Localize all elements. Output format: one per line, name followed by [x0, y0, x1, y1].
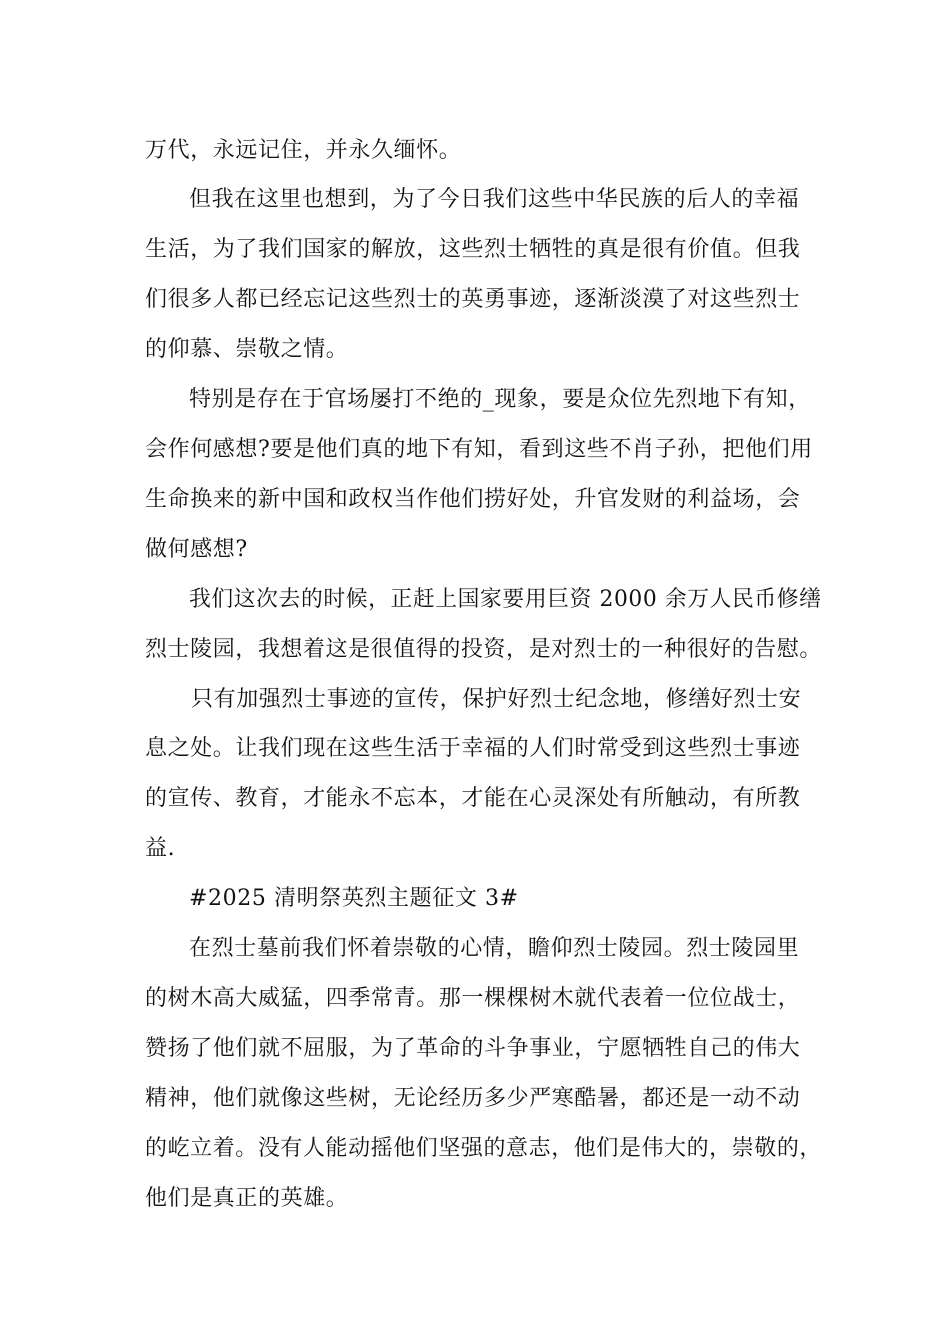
text-line: 会作何感想?要是他们真的地下有知，看到这些不肖子孙，把他们用 — [145, 437, 813, 462]
text-line: 息之处。让我们现在这些生活于幸福的人们时常受到这些烈士事迹 — [145, 736, 801, 761]
text-line: 益. — [145, 836, 176, 861]
text-line: 的仰慕、崇敬之情。 — [145, 337, 349, 362]
text-line: 生命换来的新中国和政权当作他们捞好处，升官发财的利益场，会 — [145, 487, 801, 512]
paragraph-start-line: 我们这次去的时候，正赶上国家要用巨资 2000 余万人民币修缮 — [189, 587, 822, 612]
section-heading: #2025 清明祭英烈主题征文 3# — [189, 886, 519, 911]
paragraph-start-line: 在烈士墓前我们怀着崇敬的心情，瞻仰烈士陵园。烈士陵园里 — [189, 936, 800, 961]
text-line: 生活，为了我们国家的解放，这些烈士牺牲的真是很有价值。但我 — [145, 237, 801, 262]
text-line: 们很多人都已经忘记这些烈士的英勇事迹，逐渐淡漠了对这些烈士 — [145, 287, 801, 312]
paragraph-start-line: 只有加强烈士事迹的宣传，保护好烈士纪念地，修缮好烈士安 — [191, 687, 802, 712]
text-line: 精神，他们就像这些树，无论经历多少严寒酷暑，都还是一动不动 — [145, 1086, 801, 1111]
paragraph-start-line: 特别是存在于官场屡打不绝的_现象，要是众位先烈地下有知， — [189, 387, 811, 412]
text-line: 万代，永远记住，并永久缅怀。 — [145, 138, 462, 163]
text-line: 做何感想? — [145, 537, 248, 562]
text-line: 赞扬了他们就不屈服，为了革命的斗争事业，宁愿牺牲自己的伟大 — [145, 1036, 801, 1061]
text-line: 烈士陵园，我想着这是很值得的投资，是对烈士的一种很好的告慰。 — [145, 637, 822, 662]
text-line: 的屹立着。没有人能动摇他们坚强的意志，他们是伟大的，崇敬的， — [145, 1136, 822, 1161]
text-line: 的树木高大威猛，四季常青。那一棵棵树木就代表着一位位战士， — [145, 986, 801, 1011]
text-line: 他们是真正的英雄。 — [145, 1186, 349, 1211]
paragraph-start-line: 但我在这里也想到，为了今日我们这些中华民族的后人的幸福 — [189, 187, 800, 212]
text-line: 的宣传、教育，才能永不忘本，才能在心灵深处有所触动，有所教 — [145, 786, 801, 811]
